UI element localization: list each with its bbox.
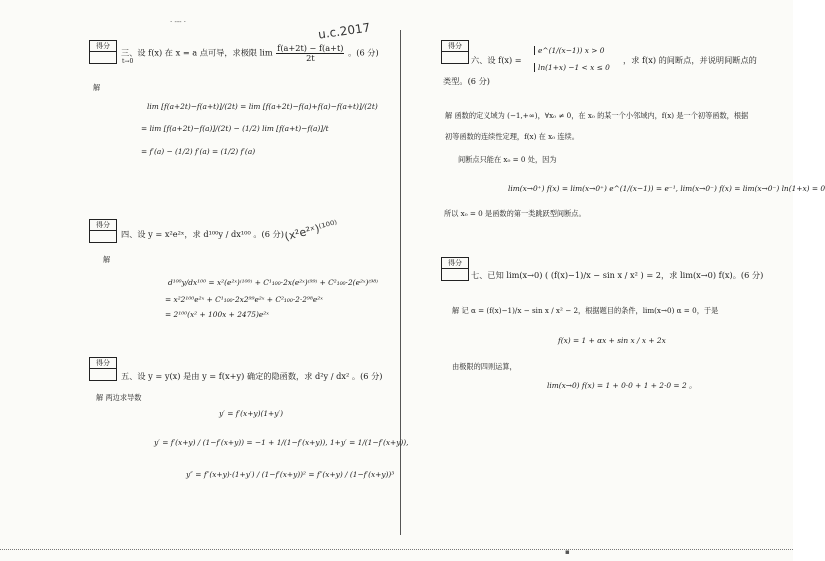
score-box-q7 [441,257,469,281]
q5-line-1: y′ = f′(x+y)(1+y′) [219,409,283,418]
scan-mark-bottom: ▪ [565,548,570,556]
handwritten-note: u.c.2017 [317,20,372,42]
score-label: 得分 [442,41,468,52]
q6-case-1: e^(1/(x−1)) x > 0 [534,46,604,55]
scan-mark: · ‐‐‐ · [170,18,186,26]
q6-sol-5: 所以 x₀ = 0 是函数的第一类跳跃型间断点。 [444,209,586,218]
score-label: 得分 [90,358,116,369]
q4-title: 四、设 y = x²e²ˣ，求 d¹⁰⁰y / dx¹⁰⁰ 。(6 分) [121,229,284,239]
q3-line-2: = lim [f(a+2t)−f(a)]/(2t) − (1/2) lim [f(a+t)−f(a)]/t [141,124,329,133]
q6-sol-2: 初等函数的连续性定理，f(x) 在 x₀ 连续。 [445,132,579,141]
handwritten-derivative-note: (x²e²ˣ)⁽¹⁰⁰⁾ [283,217,339,244]
q7-sol-4: lim(x→0) f(x) = 1 + 0·0 + 1 + 2·0 = 2 。 [547,381,697,390]
q4-line-3: = 2¹⁰⁰(x² + 100x + 2475)e²ˣ [165,310,269,319]
score-label: 得分 [90,41,116,52]
q7-title: 七、已知 lim(x→0) ( (f(x)−1)/x − sin x / x² ) = 2，求 lim(x→0) f(x)。(6 分) [471,270,764,280]
score-label: 得分 [90,220,116,231]
page-bottom-border [0,549,793,550]
q7-sol-1: 解 记 α = (f(x)−1)/x − sin x / x² − 2，根据题目的条件，lim(x→0) α = 0，于是 [452,306,719,315]
q7-sol-2: f(x) = 1 + αx + sin x / x + 2x [558,336,666,345]
q3-solution-label: 解 [93,83,101,92]
q4-line-1: d¹⁰⁰y/dx¹⁰⁰ = x²(e²ˣ)⁽¹⁰⁰⁾ + C¹₁₀₀·2x(e²ˣ)⁽⁹⁹⁾ + C²₁₀₀·2(e²ˣ)⁽⁹⁸⁾ [168,278,378,287]
score-box-q6 [441,40,469,64]
score-box-q4 [89,219,117,243]
q3-line-1: lim [f(a+2t)−f(a+t)]/(2t) = lim [f(a+2t)−f(a)+f(a)−f(a+t)]/(2t) [147,102,378,111]
q5-title: 五、设 y = y(x) 是由 y = f(x+y) 确定的隐函数，求 d²y / dx² 。(6 分) [121,371,383,381]
q6-sol-4: lim(x→0⁺) f(x) = lim(x→0⁺) e^(1/(x−1)) = e⁻¹, lim(x→0⁻) f(x) = lim(x→0⁻) ln(1+x) = 0 [508,184,825,193]
q4-line-2: = x²2¹⁰⁰e²ˣ + C¹₁₀₀·2x2⁹⁹e²ˣ + C²₁₀₀·2·2⁹⁸e²ˣ [165,295,323,304]
q5-solution-label: 解 两边求导数 [96,393,142,402]
q6-sol-1: 解 函数的定义域为 (−1,+∞)，∀x₀ ≠ 0，在 x₀ 的某一个小邻域内，f(x) 是一个初等函数，根据 [445,111,749,120]
q3-limit-sub: t→0 [122,58,134,65]
score-box-q3 [89,40,117,64]
score-box-q5 [89,357,117,381]
q4-solution-label: 解 [103,255,111,264]
q6-sol-3: 间断点只能在 x₀ = 0 处，因为 [458,155,557,164]
column-divider [400,30,401,535]
q5-line-2: y′ = f′(x+y) / (1−f′(x+y)) = −1 + 1/(1−f′(x+y)), 1+y′ = 1/(1−f′(x+y)), [154,438,409,447]
score-label: 得分 [442,258,468,269]
q6-case-2: ln(1+x) −1 < x ≤ 0 [534,63,610,72]
q6-title: 六、设 f(x) = [471,55,522,65]
q7-sol-3: 由极限的四则运算， [452,362,517,371]
q6-title-tail-2: 类型。(6 分) [443,76,490,86]
q3-line-3: = f′(a) − (1/2) f′(a) = (1/2) f′(a) [141,147,256,156]
q6-title-tail: ，求 f(x) 的间断点，并说明间断点的 [623,55,757,65]
q5-line-3: y″ = f″(x+y)·(1+y′) / (1−f′(x+y))² = f″(x+y) / (1−f′(x+y))³ [186,470,395,479]
q3-title: 三、设 f(x) 在 x = a 点可导，求极限 lim $\frac{f(a+2t) - f(a+t)}{2t}$ 。(6 分) [121,43,379,63]
